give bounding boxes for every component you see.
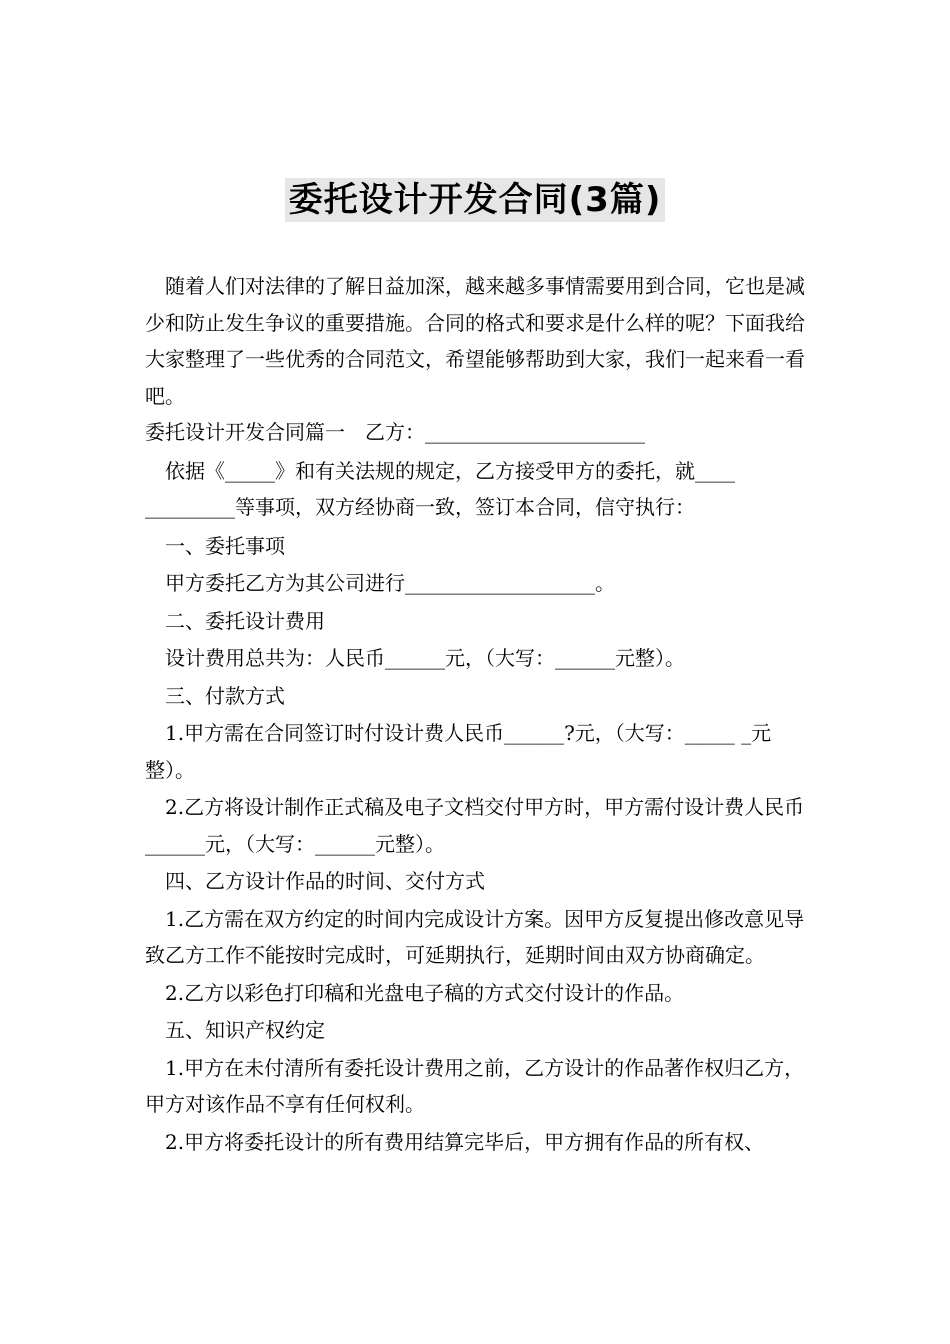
basis-paragraph: 依据《_____》和有关法规的规定，乙方接受甲方的委托，就____ _________等事项，双方经协商一致，签订本合同，信守执行：: [145, 458, 735, 519]
section-5-item-1: 1.甲方在未付清所有委托设计费用之前，乙方设计的作品著作权归乙方，甲方对该作品不享有任何权利。: [145, 1055, 805, 1116]
document-title: 委托设计开发合同(3篇): [285, 178, 666, 222]
section-heading-4: 四、乙方设计作品的时间、交付方式: [165, 869, 485, 893]
section-3-item-1: 1.甲方需在合同签订时付设计费人民币______?元，（大写：_____ _元整）。: [145, 721, 772, 782]
section-3-item-2: 2.乙方将设计制作正式稿及电子文档交付甲方时，甲方需付设计费人民币______元，（大写：______元整）。: [145, 795, 805, 856]
title-container: [0, 178, 950, 222]
section-heading-3: 三、付款方式: [165, 683, 285, 708]
intro-paragraph: 随着人们对法律的了解日益加深，越来越多事情需要用到合同，它也是减少和防止发生争议的重要措施。合同的格式和要求是什么样的呢？下面我给大家整理了一些优秀的合同范文，希望能够帮助到大家，我们一起来看一看吧。: [145, 274, 805, 408]
section-heading-5: 五、知识产权约定: [165, 1018, 325, 1042]
section-2-content: 设计费用总共为：人民币______元，（大写：______元整）。: [165, 646, 685, 670]
section-5-item-2: 2.甲方将委托设计的所有费用结算完毕后，甲方拥有作品的所有权、: [165, 1129, 765, 1154]
contract-heading-line: 委托设计开发合同篇一 乙方：______________________: [145, 420, 645, 444]
section-heading-2: 二、委托设计费用: [165, 608, 325, 633]
section-1-content: 甲方委托乙方为其公司进行___________________。: [165, 571, 615, 595]
document-body: [145, 268, 815, 1160]
section-heading-1: 一、委托事项: [165, 533, 285, 558]
section-4-item-1: 1.乙方需在双方约定的时间内完成设计方案。因甲方反复提出修改意见导致乙方工作不能按时完成时，可延期执行，延期时间由双方协商确定。: [145, 906, 805, 967]
section-4-item-2: 2.乙方以彩色打印稿和光盘电子稿的方式交付设计的作品。: [165, 980, 685, 1005]
